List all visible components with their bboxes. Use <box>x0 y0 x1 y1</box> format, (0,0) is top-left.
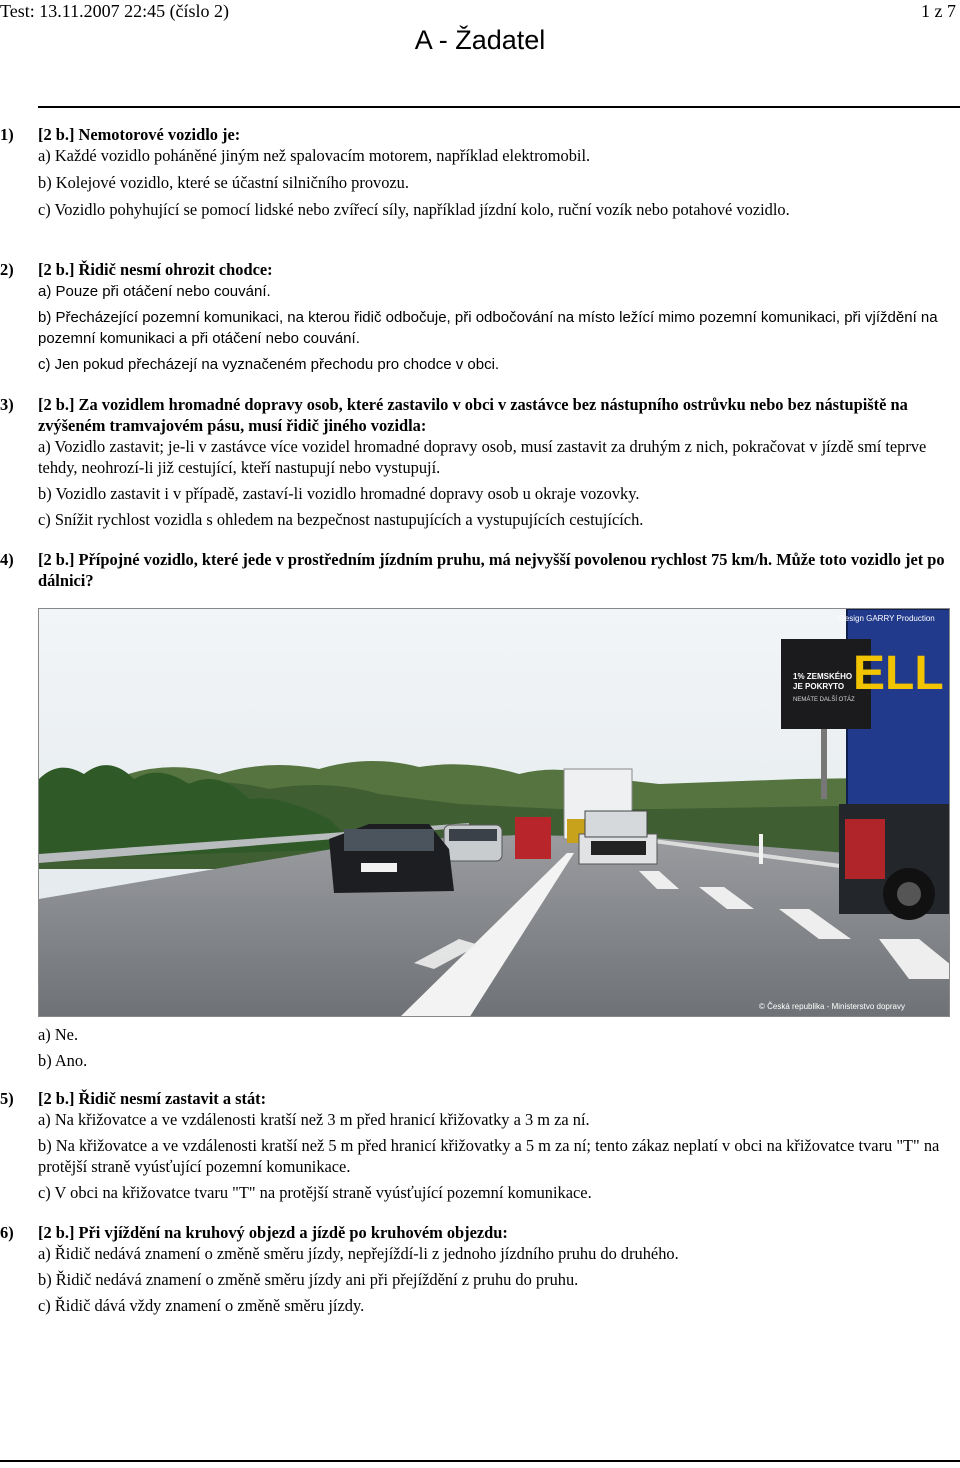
photo-credit-top: Design GARRY Production <box>839 614 935 623</box>
page-counter: 1 z 7 <box>921 1 956 21</box>
question-2 <box>0 259 952 375</box>
document-title: A - Žadatel <box>414 25 546 55</box>
question-6 <box>0 1222 952 1316</box>
billboard-line-3: NEMÁTE DALŠÍ OTÁZ <box>793 697 855 703</box>
truck-lettering: ELL <box>853 647 944 700</box>
question-number: 5) <box>0 1089 14 1108</box>
answer-a[interactable]: a) Vozidlo zastavit; je-li v zastávce více vozidel hromadné dopravy osob, musí zastavit za druhým z nich, pokračovat v jízdě smí teprve tehdy, neohrozí-li již cestující, kteří nastupují nebo vystupují. <box>38 437 927 477</box>
question-prompt: [2 b.] Řidič nesmí zastavit a stát: <box>38 1089 267 1108</box>
question-number: 3) <box>0 395 14 414</box>
answer-c[interactable]: c) Řidič dává vždy znamení o změně směru jízdy. <box>38 1296 365 1315</box>
answer-b[interactable]: b) Řidič nedává znamení o změně směru jízdy ani při přejíždění z pruhu do pruhu. <box>38 1270 579 1289</box>
answer-a[interactable]: a) Řidič nedává znamení o změně směru jízdy, nepřejíždí-li z jednoho jízdního pruhu do druhého. <box>38 1244 679 1263</box>
question-4-answers <box>0 1024 952 1071</box>
answer-c[interactable]: c) Snížit rychlost vozidla s ohledem na bezpečnost nastupujících a vystupujících cestujících. <box>38 510 644 529</box>
bottom-rule <box>0 1460 960 1462</box>
billboard-line-1: 1% ZEMSKÉHO <box>793 672 853 681</box>
answer-a[interactable]: a) Každé vozidlo poháněné jiným než spalovacím motorem, například elektromobil. <box>38 146 591 165</box>
question-prompt: [2 b.] Za vozidlem hromadné dopravy osob, které zastavilo v obci v zastávce bez nástupního ostrůvku nebo bez nástupiště na zvýšeném tramvajovém pásu, musí řidič jiného vozidla: <box>38 395 908 435</box>
question-5 <box>0 1088 952 1203</box>
question-prompt: [2 b.] Řidič nesmí ohrozit chodce: <box>38 260 273 279</box>
question-number: 1) <box>0 125 14 144</box>
answer-b[interactable]: b) Přecházející pozemní komunikaci, na kterou řidič odbočuje, při odbočování na místo ležící mimo pozemní komunikaci, při vjíždění na pozemní komunikaci a při otáčení nebo couvání. <box>38 309 938 347</box>
answer-b[interactable]: b) Ano. <box>38 1051 88 1070</box>
question-prompt: [2 b.] Přípojné vozidlo, které jede v prostředním jízdním pruhu, má nejvyšší povolenou rychlost 75 km/h. Může toto vozidlo jet po dálnici? <box>38 550 945 590</box>
photo-credit-bottom: © Česká republika - Ministerstvo dopravy <box>759 1002 905 1011</box>
question-3 <box>0 394 952 530</box>
answer-a[interactable]: a) Ne. <box>38 1025 79 1044</box>
answer-b[interactable]: b) Na křižovatce a ve vzdálenosti kratší než 5 m před hranicí křižovatky a 5 m za ní; tento zákaz neplatí v obci na křižovatce tvaru "T" na protější straně vyúsťující pozemní komunikace. <box>38 1136 940 1176</box>
answer-a[interactable]: a) Pouze při otáčení nebo couvání. <box>38 283 271 300</box>
question-prompt: [2 b.] Nemotorové vozidlo je: <box>38 125 241 144</box>
question-prompt: [2 b.] Při vjíždění na kruhový objezd a jízdě po kruhovém objezdu: <box>38 1223 508 1242</box>
answer-b[interactable]: b) Kolejové vozidlo, které se účastní silničního provozu. <box>38 173 409 192</box>
question-4 <box>0 549 952 591</box>
question-number: 2) <box>0 260 14 279</box>
header-left: Test: 13.11.2007 22:45 (číslo 2) <box>0 1 230 21</box>
question-photo <box>38 608 950 1017</box>
question-number: 6) <box>0 1223 14 1242</box>
answer-c[interactable]: c) Jen pokud přecházejí na vyznačeném přechodu pro chodce v obci. <box>38 356 500 373</box>
answer-c[interactable]: c) V obci na křižovatce tvaru "T" na protější straně vyúsťující pozemní komunikace. <box>38 1183 592 1202</box>
answer-b[interactable]: b) Vozidlo zastavit i v případě, zastaví-li vozidlo hromadné dopravy osob u okraje vozovky. <box>38 484 640 503</box>
top-rule <box>38 106 960 108</box>
answer-a[interactable]: a) Na křižovatce a ve vzdálenosti kratší než 3 m před hranicí křižovatky a 3 m za ní. <box>38 1110 590 1129</box>
question-1 <box>0 124 952 220</box>
billboard-line-2: JE POKRYTO <box>793 682 845 691</box>
answer-c[interactable]: c) Vozidlo pohyhující se pomocí lidské nebo zvířecí síly, například jízdní kolo, ruční vozík nebo potahové vozidlo. <box>38 200 790 219</box>
question-number: 4) <box>0 550 14 569</box>
